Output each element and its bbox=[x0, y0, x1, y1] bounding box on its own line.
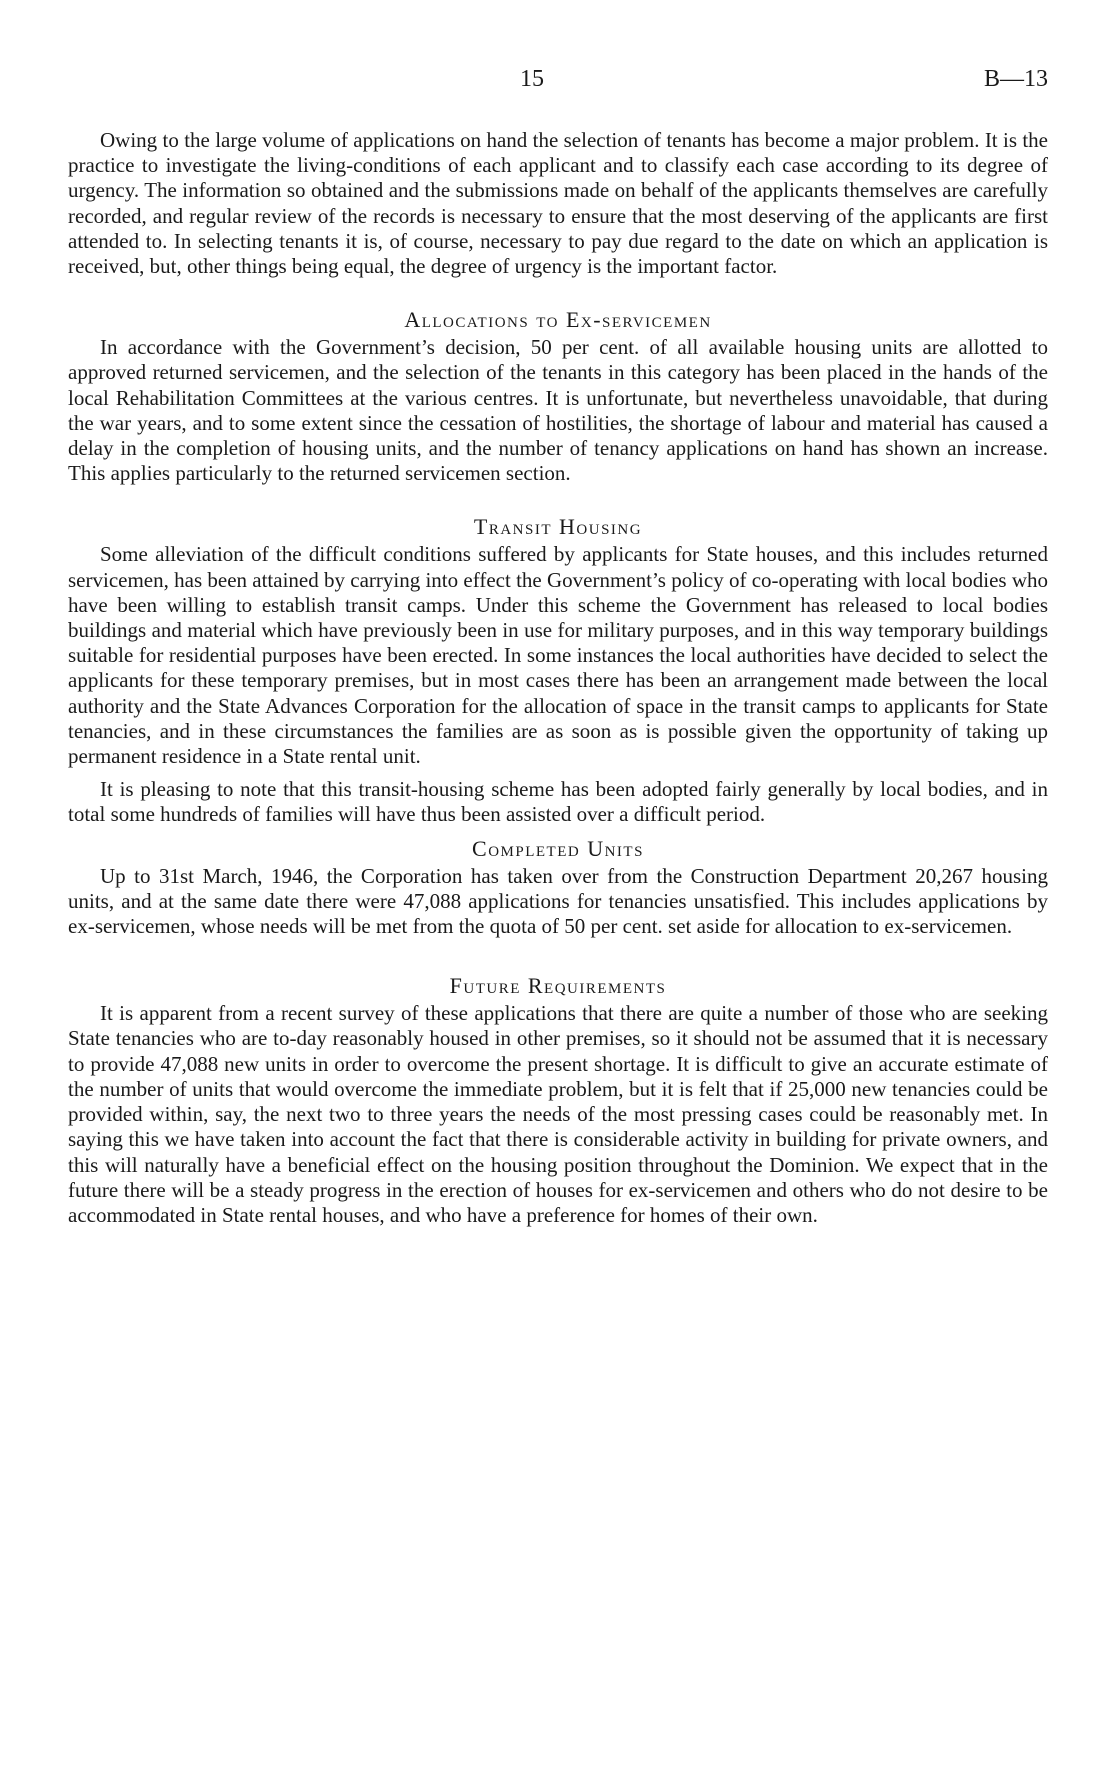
page-header bbox=[0, 66, 1114, 106]
intro-paragraph: Owing to the large volume of applications on hand the selection of tenants has become a major problem. It is the practice to investigate the living-conditions of each applicant and to classify each case according to its degree of urgency. The information so obtained and the submissions made on behalf of the applicants themselves are carefully recorded, and regular review of the records is necessary to ensure that the most deserving of the applicants are first attended to. In selecting tenants it is, of course, necessary to pay due regard to the date on which an application is received, but, other things being equal, the degree of urgency is the important factor. bbox=[68, 128, 1048, 279]
section-heading-allocations: Allocations to Ex-servicemen bbox=[404, 307, 712, 333]
section-heading-future-requirements: Future Requirements bbox=[449, 973, 667, 999]
document-body bbox=[68, 128, 1048, 1228]
transit-housing-paragraph-2: It is pleasing to note that this transit-housing scheme has been adopted fairly generally by local bodies, and in total some hundreds of families will have thus been assisted over a difficult period. bbox=[68, 777, 1048, 827]
section-heading-completed-units: Completed Units bbox=[472, 835, 644, 861]
allocations-paragraph: In accordance with the Government’s decision, 50 per cent. of all available housing units are allotted to approved returned servicemen, and the selection of the tenants in this category has been placed in the hands of the local Rehabilitation Committees at the various centres. It is unfortunate, but nevertheless unavoidable, that during the war years, and to some extent since the cessation of hostilities, the shortage of labour and material has caused a delay in the completion of housing units, and the number of tenancy applications on hand has shown an increase. This applies particularly to the returned servicemen section. bbox=[68, 335, 1048, 486]
document-reference: B—13 bbox=[983, 66, 1048, 92]
future-requirements-paragraph: It is apparent from a recent survey of these applications that there are quite a number of those who are seeking State tenancies who are to-day reasonably housed in other premises, so it should not be assumed that it is necessary to provide 47,088 new units in order to overcome the present shortage. It is difficult to give an accurate estimate of the number of units that would overcome the immediate problem, but it is felt that if 25,000 new tenancies could be provided within, say, the next two to three years the needs of the most pressing cases could be reasonably met. In saying this we have taken into account the fact that there is considerable activity in building for private owners, and this will naturally have a beneficial effect on the housing position throughout the Dominion. We expect that in the future there will be a steady progress in the erection of houses for ex-servicemen and others who do not desire to be accommodated in State rental houses, and who have a preference for homes of their own. bbox=[68, 1001, 1048, 1227]
transit-housing-paragraph-1: Some alleviation of the difficult conditions suffered by applicants for State houses, and this includes returned servicemen, has been attained by carrying into effect the Government’s policy of co-operating with local bodies who have been willing to establish transit camps. Under this scheme the Government has released to local bodies buildings and material which have previously been in use for military purposes, and in this way temporary buildings suitable for residential purposes have been erected. In some instances the local authorities have decided to select the applicants for these temporary premises, but in most cases there has been an arrangement made between the local authority and the State Advances Corporation for the allocation of space in the transit camps to applicants for State tenancies, and in these circumstances the families are as soon as is possible given the opportunity of taking up permanent residence in a State rental unit. bbox=[68, 542, 1048, 769]
page-number: 15 bbox=[520, 66, 544, 92]
completed-units-paragraph: Up to 31st March, 1946, the Corporation has taken over from the Construction Department 20,267 housing units, and at the same date there were 47,088 applications for tenancies unsatisfied. This includes applications by ex-servicemen, whose needs will be met from the quota of 50 per cent. set aside for allocation to ex-servicemen. bbox=[68, 863, 1048, 939]
section-heading-transit-housing: Transit Housing bbox=[473, 514, 643, 540]
